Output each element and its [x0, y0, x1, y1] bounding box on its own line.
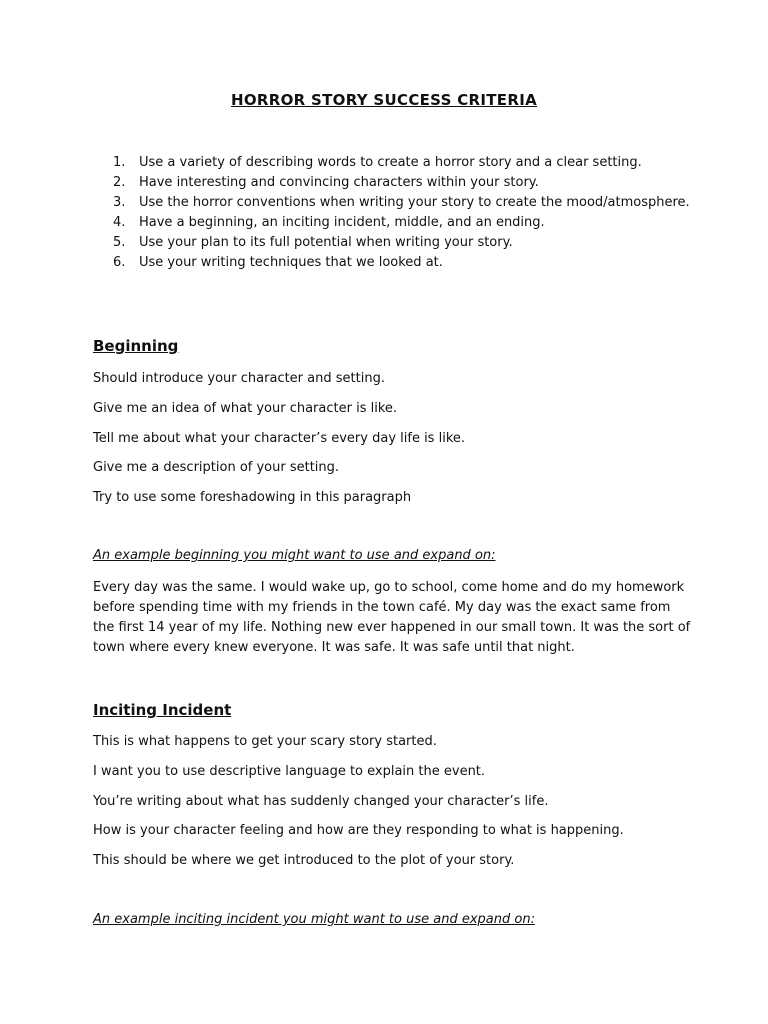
- criteria-item: [113, 173, 693, 193]
- inciting-incident-section: [93, 699, 693, 881]
- criteria-text: Use your plan to its full potential when writing your story.: [139, 235, 513, 250]
- criteria-number: 2.: [113, 175, 126, 190]
- criteria-item: [113, 193, 693, 213]
- beginning-example-label: An example beginning you might want to use and expand on:: [93, 548, 496, 563]
- criteria-item: [113, 233, 693, 253]
- guidance-line: Tell me about what your character’s every day life is like.: [93, 430, 466, 446]
- criteria-number: 5.: [113, 235, 126, 250]
- beginning-section: [93, 335, 693, 518]
- criteria-number: 4.: [113, 215, 126, 230]
- document-title: HORROR STORY SUCCESS CRITERIA: [231, 91, 537, 109]
- guidance-line: Give me an idea of what your character is like.: [93, 400, 398, 416]
- guidance-line: This should be where we get introduced to the plot of your story.: [93, 853, 515, 869]
- guidance-line: This is what happens to get your scary story started.: [93, 734, 437, 749]
- criteria-item: [113, 213, 693, 233]
- inciting-incident-example-label: An example inciting incident you might want to use and expand on:: [93, 912, 535, 927]
- criteria-number: 1.: [113, 155, 126, 170]
- beginning-guidance: [93, 369, 693, 518]
- guidance-line: Try to use some foreshadowing in this paragraph: [93, 490, 412, 506]
- criteria-text: Have a beginning, an inciting incident, middle, and an ending.: [139, 215, 545, 230]
- guidance-line: Give me a description of your setting.: [93, 460, 340, 476]
- criteria-number: 3.: [113, 195, 126, 210]
- criteria-number: 6.: [113, 255, 126, 270]
- criteria-item: [113, 253, 693, 273]
- guidance-line: I want you to use descriptive language to explain the event.: [93, 763, 486, 779]
- guidance-line: Should introduce your character and setting.: [93, 371, 385, 386]
- success-criteria-list: [113, 153, 693, 273]
- criteria-item: [113, 153, 693, 173]
- beginning-example: [93, 546, 693, 658]
- inciting-incident-heading: Inciting Incident: [93, 701, 232, 719]
- criteria-text: Use the horror conventions when writing your story to create the mood/atmosphere.: [139, 195, 690, 210]
- beginning-heading: Beginning: [93, 337, 179, 355]
- criteria-text: Have interesting and convincing characters within your story.: [139, 175, 539, 190]
- guidance-line: How is your character feeling and how are they responding to what is happening.: [93, 823, 624, 839]
- inciting-incident-example: [93, 910, 693, 930]
- criteria-text: Use a variety of describing words to create a horror story and a clear setting.: [139, 155, 642, 170]
- inciting-incident-guidance: [93, 732, 693, 881]
- criteria-text: Use your writing techniques that we looked at.: [139, 255, 443, 270]
- beginning-example-text: Every day was the same. I would wake up, go to school, come home and do my homework before spending time with my friends in the town café. My day was the exact same from the first 14 year of my life. Nothing new ever happened in our small town. It was the sort of town where every knew everyone. It was safe. It was safe until that night.: [93, 580, 691, 655]
- guidance-line: You’re writing about what has suddenly changed your character’s life.: [93, 793, 549, 809]
